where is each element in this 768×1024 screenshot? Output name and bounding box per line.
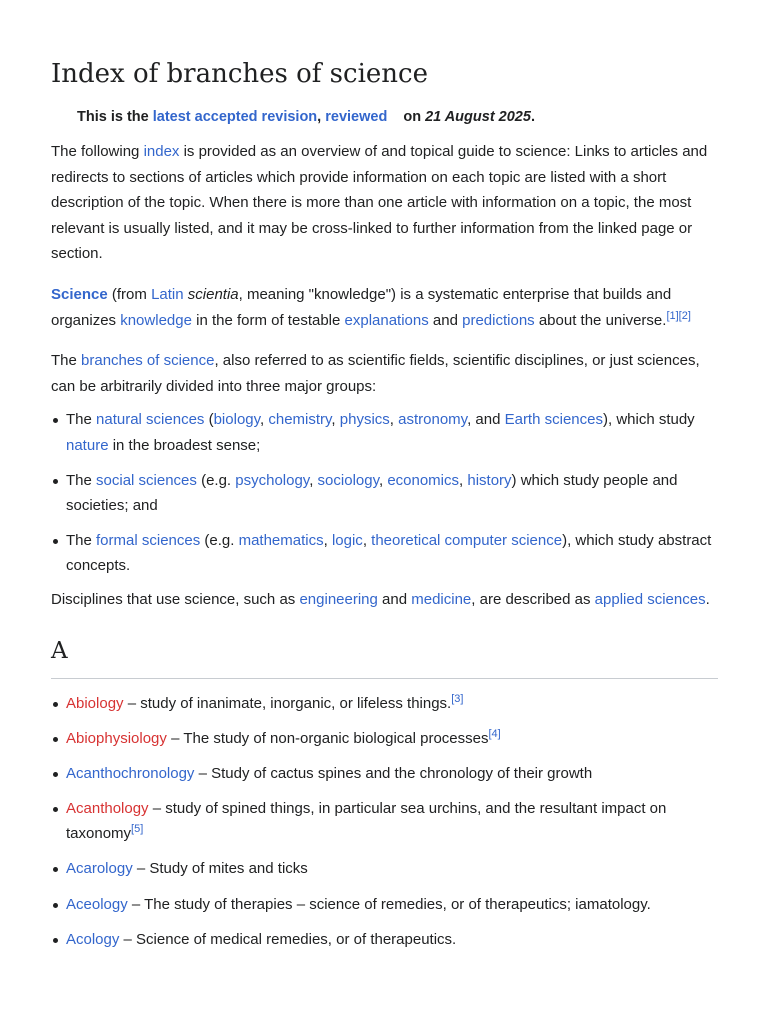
science-link[interactable]: Science <box>51 285 108 303</box>
latest-revision-link[interactable]: latest accepted revision <box>152 109 318 125</box>
disciplines-paragraph <box>51 587 718 613</box>
knowledge-link[interactable]: knowledge <box>120 311 192 329</box>
item-text: The <box>66 471 97 489</box>
theoretical-computer-science-link[interactable]: theoretical computer science <box>371 531 563 549</box>
science-text: , meaning "knowledge") is a systematic enterprise that builds and organizes <box>51 285 672 329</box>
revision-date: 21 August 2025 <box>425 109 531 125</box>
term-description: – Science of medical remedies, or of therapeutics. <box>119 930 457 948</box>
page-title: Index of branches of science <box>51 59 428 89</box>
term-link[interactable]: Acanthology <box>66 799 149 817</box>
reference-1[interactable]: [1] <box>666 309 679 322</box>
term-description: – study of inanimate, inorganic, or lifeless things. <box>123 694 452 712</box>
item-text: The <box>66 531 97 549</box>
disciplines-text: , are described as <box>471 590 595 608</box>
science-text: in the form of testable <box>191 311 345 329</box>
reference-link[interactable]: [3] <box>451 692 464 705</box>
revision-comma: , <box>317 109 322 125</box>
item-text: , <box>323 531 332 549</box>
sociology-link[interactable]: sociology <box>317 471 379 489</box>
nature-link[interactable]: nature <box>66 436 109 454</box>
reference-link[interactable]: [5] <box>131 823 144 836</box>
list-item-social-sciences <box>66 468 718 519</box>
reviewed-link[interactable]: reviewed <box>325 109 388 125</box>
list-item <box>66 761 718 787</box>
applied-sciences-link[interactable]: applied sciences <box>594 590 706 608</box>
disciplines-text: and <box>377 590 412 608</box>
chemistry-link[interactable]: chemistry <box>268 411 332 429</box>
item-text: (e.g. <box>196 471 236 489</box>
list-item <box>66 856 718 882</box>
science-text: and <box>428 311 463 329</box>
economics-link[interactable]: economics <box>387 471 460 489</box>
branches-of-science-link[interactable]: branches of science <box>81 352 215 370</box>
item-text: ), which study abstract concepts. <box>66 531 712 575</box>
term-link[interactable]: Abiology <box>66 694 124 712</box>
list-item-formal-sciences <box>66 528 718 579</box>
reference-2[interactable]: [2] <box>678 309 691 322</box>
reference-link[interactable]: [4] <box>488 727 501 740</box>
term-description: – study of spined things, in particular sea urchins, and the resultant impact on taxonomy <box>66 799 667 843</box>
intro-paragraph <box>51 139 718 267</box>
item-text: in the broadest sense; <box>108 436 261 454</box>
item-text: ( <box>204 411 214 429</box>
list-item <box>66 726 718 752</box>
branches-text: , also referred to as scientific fields, scientific disciplines, or just sciences, can be arbitrarily divided into three major groups: <box>51 352 700 395</box>
item-text: , <box>389 411 399 429</box>
science-paragraph <box>51 282 718 333</box>
revision-prefix: This is the <box>77 109 153 125</box>
term-description: – The study of non-organic biological processes <box>166 729 489 747</box>
list-item <box>66 927 718 953</box>
revision-on: on <box>403 109 426 125</box>
list-item <box>66 796 718 847</box>
science-groups-list <box>51 407 718 579</box>
science-text: about the universe. <box>534 311 667 329</box>
intro-text: The following <box>51 143 144 160</box>
psychology-link[interactable]: psychology <box>235 471 310 489</box>
list-item <box>66 892 718 918</box>
biology-link[interactable]: biology <box>213 411 261 429</box>
branches-paragraph <box>51 348 718 399</box>
branches-text: The <box>51 352 82 370</box>
term-link[interactable]: Acarology <box>66 860 133 878</box>
term-link[interactable]: Acanthochronology <box>66 764 195 782</box>
item-text: (e.g. <box>200 531 239 549</box>
disciplines-text: Disciplines that use science, such as <box>51 590 300 608</box>
logic-link[interactable]: logic <box>331 531 363 549</box>
item-text: , <box>309 471 318 489</box>
item-text: , <box>362 531 372 549</box>
disciplines-text: . <box>705 590 710 608</box>
section-a-list <box>51 691 718 953</box>
science-text: (from <box>107 285 152 303</box>
item-text: , <box>260 411 269 429</box>
item-text: , <box>459 471 468 489</box>
medicine-link[interactable]: medicine <box>411 590 472 608</box>
revision-notice <box>77 107 718 127</box>
social-sciences-link[interactable]: social sciences <box>96 471 197 489</box>
predictions-link[interactable]: predictions <box>462 311 535 329</box>
item-text: , <box>378 471 388 489</box>
term-link[interactable]: Acology <box>66 930 120 948</box>
item-text: ) which study people and societies; and <box>66 471 678 515</box>
term-description: – Study of cactus spines and the chronology of their growth <box>194 764 593 782</box>
intro-text: is provided as an overview of and topical guide to science: Links to articles and redirects to sections of articles which provide information on each topic are listed with a short description of the topic. When there is more than one article with information on a topic, the most relevant is usually listed, and it may be cross-linked to further information from the linked page or section. <box>51 143 708 263</box>
mathematics-link[interactable]: mathematics <box>238 531 324 549</box>
item-text: ), which study <box>602 411 695 429</box>
item-text: , and <box>467 411 505 429</box>
latin-link[interactable]: Latin <box>151 285 184 303</box>
term-link[interactable]: Abiophysiology <box>66 729 167 747</box>
physics-link[interactable]: physics <box>339 411 390 429</box>
term-link[interactable]: Aceology <box>66 895 128 913</box>
list-item-natural-sciences <box>66 407 718 458</box>
item-text: , <box>331 411 340 429</box>
item-text: The <box>66 411 97 429</box>
index-link[interactable]: index <box>143 143 180 160</box>
engineering-link[interactable]: engineering <box>299 590 378 608</box>
history-link[interactable]: history <box>467 471 512 489</box>
astronomy-link[interactable]: astronomy <box>398 411 468 429</box>
term-description: – Study of mites and ticks <box>132 860 308 878</box>
formal-sciences-link[interactable]: formal sciences <box>96 531 201 549</box>
natural-sciences-link[interactable]: natural sciences <box>96 411 205 429</box>
explanations-link[interactable]: explanations <box>344 311 429 329</box>
revision-period: . <box>530 109 535 125</box>
list-item <box>66 691 718 717</box>
term-description: – The study of therapies – science of remedies, or of therapeutics; iamatology. <box>127 895 651 913</box>
scientia-term: scientia <box>187 285 239 303</box>
earth-sciences-link[interactable]: Earth sciences <box>504 411 603 429</box>
section-heading-a: A <box>51 635 718 679</box>
